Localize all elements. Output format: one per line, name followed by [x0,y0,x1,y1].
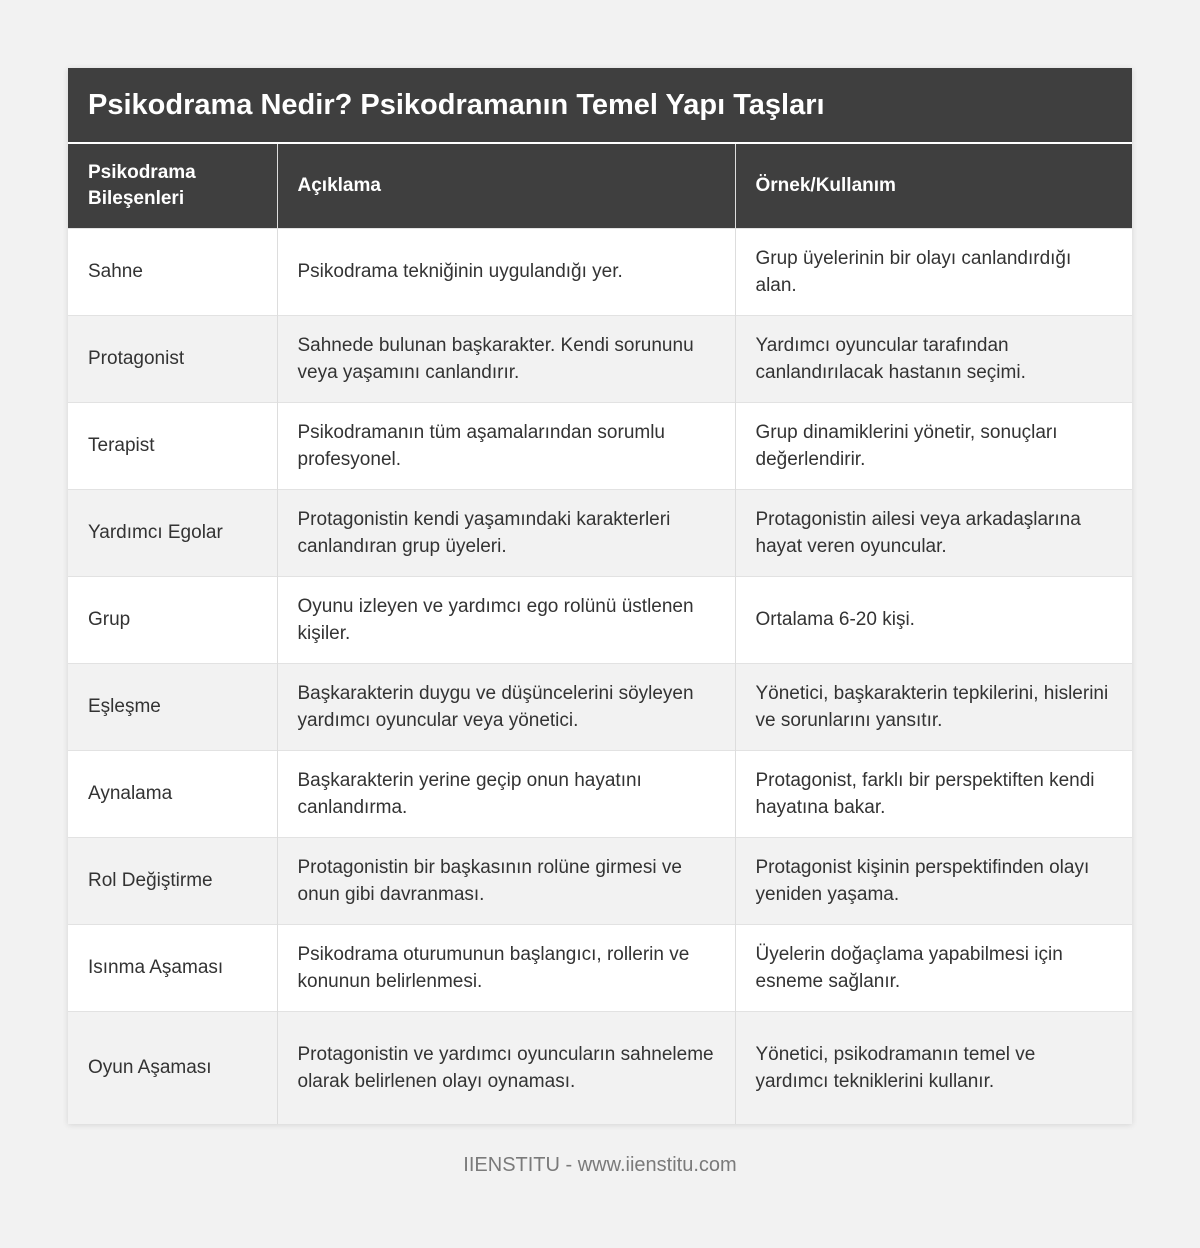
table-cell: Terapist [68,402,277,489]
table-cell: Grup [68,576,277,663]
table-cell: Eşleşme [68,663,277,750]
table-row [68,402,1132,489]
table-cell: Psikodramanın tüm aşamalarından sorumlu profesyonel. [277,402,735,489]
table-cell: Protagonistin ve yardımcı oyuncuların sahneleme olarak belirlenen olayı oynaması. [277,1011,735,1124]
table-row [68,228,1132,315]
table-cell: Aynalama [68,750,277,837]
table-cell: Rol Değiştirme [68,837,277,924]
table-row [68,489,1132,576]
table-cell: Isınma Aşaması [68,924,277,1011]
column-header: Psikodrama Bileşenleri [68,144,277,228]
table-title: Psikodrama Nedir? Psikodramanın Temel Yapı Taşları [68,68,1132,144]
table-cell: Sahnede bulunan başkarakter. Kendi sorununu veya yaşamını canlandırır. [277,315,735,402]
table-cell: Başkarakterin yerine geçip onun hayatını canlandırma. [277,750,735,837]
column-header: Açıklama [277,144,735,228]
psychodrama-table [68,144,1132,1124]
table-cell: Protagonist [68,315,277,402]
table-cell: Yardımcı Egolar [68,489,277,576]
table-cell: Oyunu izleyen ve yardımcı ego rolünü üstlenen kişiler. [277,576,735,663]
table-cell: Ortalama 6-20 kişi. [735,576,1132,663]
table-row [68,315,1132,402]
table-cell: Grup dinamiklerini yönetir, sonuçları değerlendirir. [735,402,1132,489]
table-row [68,750,1132,837]
table-card [68,68,1132,1124]
table-cell: Yönetici, başkarakterin tepkilerini, hislerini ve sorunlarını yansıtır. [735,663,1132,750]
table-row [68,663,1132,750]
table-cell: Protagonist kişinin perspektifinden olayı yeniden yaşama. [735,837,1132,924]
table-row [68,1011,1132,1124]
header-row [68,144,1132,228]
table-cell: Psikodrama tekniğinin uygulandığı yer. [277,228,735,315]
table-row [68,837,1132,924]
table-cell: Protagonist, farklı bir perspektiften kendi hayatına bakar. [735,750,1132,837]
table-cell: Sahne [68,228,277,315]
table-cell: Üyelerin doğaçlama yapabilmesi için esneme sağlanır. [735,924,1132,1011]
table-cell: Protagonistin kendi yaşamındaki karakterleri canlandıran grup üyeleri. [277,489,735,576]
table-cell: Yönetici, psikodramanın temel ve yardımcı tekniklerini kullanır. [735,1011,1132,1124]
table-row [68,576,1132,663]
table-cell: Yardımcı oyuncular tarafından canlandırılacak hastanın seçimi. [735,315,1132,402]
footer-credit: IIENSTITU - www.iienstitu.com [463,1154,737,1176]
table-row [68,924,1132,1011]
table-cell: Psikodrama oturumunun başlangıcı, rollerin ve konunun belirlenmesi. [277,924,735,1011]
column-header: Örnek/Kullanım [735,144,1132,228]
table-cell: Protagonistin bir başkasının rolüne girmesi ve onun gibi davranması. [277,837,735,924]
table-cell: Başkarakterin duygu ve düşüncelerini söyleyen yardımcı oyuncular veya yönetici. [277,663,735,750]
table-cell: Oyun Aşaması [68,1011,277,1124]
table-cell: Grup üyelerinin bir olayı canlandırdığı alan. [735,228,1132,315]
table-cell: Protagonistin ailesi veya arkadaşlarına hayat veren oyuncular. [735,489,1132,576]
